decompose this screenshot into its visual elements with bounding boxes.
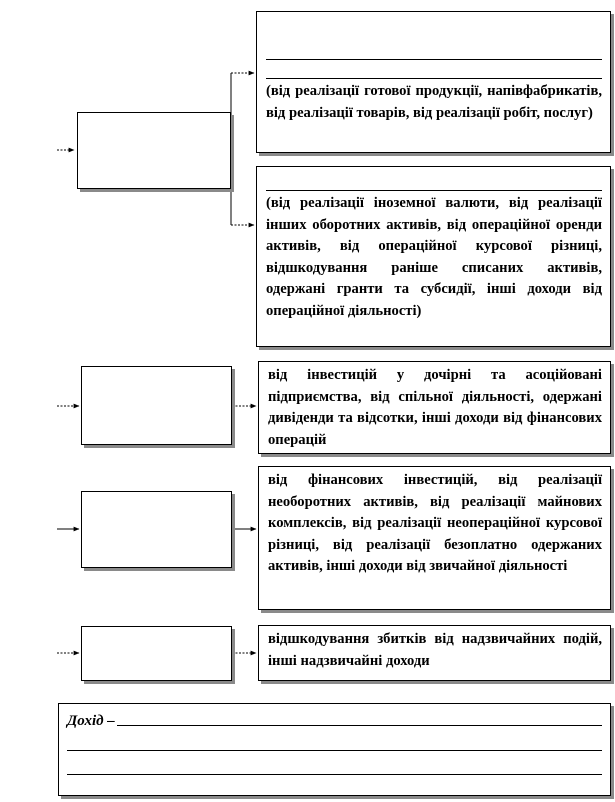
operating-income-box xyxy=(77,112,231,189)
definition-label: Дохід – xyxy=(67,713,115,729)
other-operating-income-description: (від реалізації іноземної валюти, від реалізації інших оборотних активів, від операційної оренди активів, від операційної курсової різниці, відшкодування раніше списаних активів, одержані гранти та субсидії, інші доходи від операційної діяльності) xyxy=(266,195,602,319)
financial-income-description-box xyxy=(258,361,611,454)
other-operating-income-box xyxy=(256,166,611,347)
financial-income-description: від інвестицій у дочірні та асоційовані підприємства, від спільної діяльності, одержані дивіденди та відсотки, інші доходи від фінансових операцій xyxy=(268,367,602,448)
definition-blank-line-2 xyxy=(67,750,602,751)
financial-income-box xyxy=(81,366,232,445)
other-ordinary-income-description-box xyxy=(258,466,611,610)
definition-blank-line-3 xyxy=(67,774,602,775)
other-ordinary-income-box xyxy=(81,491,232,568)
definition-first-row xyxy=(67,710,602,730)
sales-revenue-description: (від реалізації готової продукції, напівфабрикатів, від реалізації товарів, від реалізації робіт, послуг) xyxy=(266,83,602,121)
sales-revenue-box xyxy=(256,11,611,153)
extraordinary-income-box xyxy=(81,626,232,681)
definition-blank-line-1 xyxy=(117,725,602,726)
sales-blank-line-2 xyxy=(266,78,602,79)
extraordinary-income-description: відшкодування збитків від надзвичайних подій, інші надзвичайні доходи xyxy=(268,631,602,669)
extraordinary-income-description-box xyxy=(258,625,611,681)
other-ordinary-income-description: від фінансових інвестицій, від реалізації необоротних активів, від реалізації майнових комплексів, від реалізації неопераційної курсової різниці, від реалізації безоплатно одержаних активів, інші доходи від звичайної діяльності xyxy=(268,472,602,575)
sales-blank-line-1 xyxy=(266,59,602,60)
other-operating-blank-line xyxy=(266,190,602,191)
income-definition-box xyxy=(58,703,611,796)
